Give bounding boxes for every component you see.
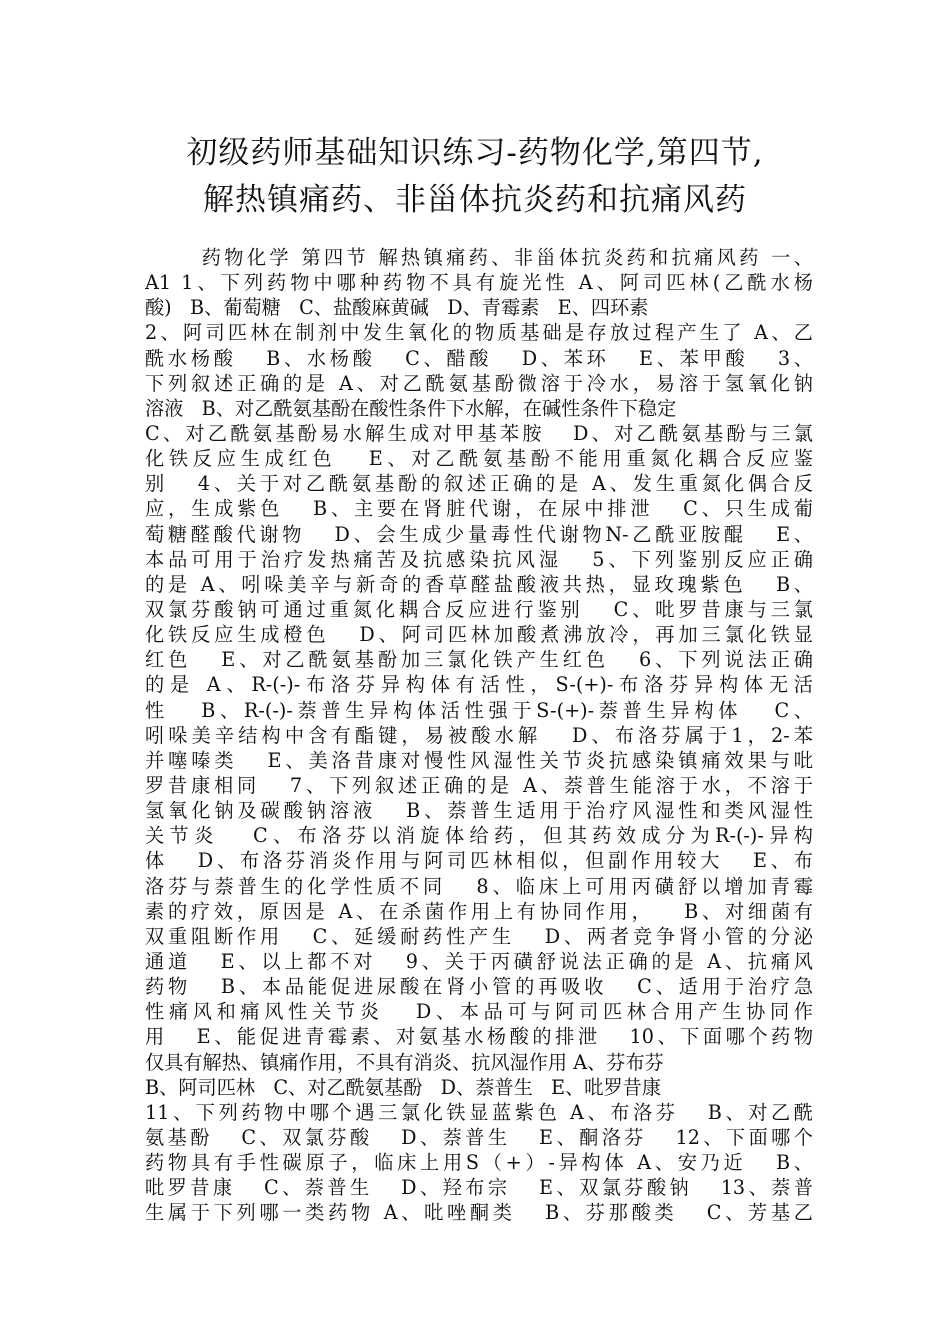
- body-line: 药物化学 第四节 解热镇痛药、非甾体抗炎药和抗痛风药 一、: [145, 246, 813, 269]
- body-line: 罗昔康相同 7、下列叙述正确的是 A、萘普生能溶于水，不溶于: [145, 773, 813, 797]
- body-line: 通道 E、以上都不对 9、关于丙磺舒说法正确的是 A、抗痛风: [145, 949, 813, 973]
- body-line: B、阿司匹林 C、对乙酰氨基酚 D、萘普生 E、吡罗昔康: [145, 1075, 662, 1099]
- body-line: 吲哚美辛结构中含有酯键，易被酸水解 D、布洛芬属于1，2-苯: [145, 723, 813, 747]
- body-line: C、对乙酰氨基酚易水解生成对甲基苯胺 D、对乙酰氨基酚与三氯: [145, 421, 813, 445]
- body-line: 生属于下列哪一类药物 A、吡唑酮类 B、芬那酸类 C、芳基乙: [145, 1201, 813, 1225]
- document-title: [120, 130, 830, 224]
- body-line: 素的疗效，原因是 A、在杀菌作用上有协同作用， B、对细菌有: [145, 899, 813, 923]
- body-line: 红色 E、对乙酰氨基酚加三氯化铁产生红色 6、下列说法正确: [145, 648, 813, 672]
- body-line: 本品可用于治疗发热痛苦及抗感染抗风湿 5、下列鉴别反应正确: [145, 547, 813, 571]
- body-line: 双氯芬酸钠可通过重氮化耦合反应进行鉴别 C、吡罗昔康与三氯: [145, 597, 813, 621]
- body-line: 性痛风和痛风性关节炎 D、本品可与阿司匹林合用产生协同作: [145, 1000, 813, 1024]
- body-line: 用 E、能促进青霉素、对氨基水杨酸的排泄 10、下面哪个药物: [145, 1025, 813, 1049]
- body-line: 药物 B、本品能促进尿酸在肾小管的再吸收 C、适用于治疗急: [145, 975, 813, 999]
- body-line: 氨基酚 C、双氯芬酸 D、萘普生 E、酮洛芬 12、下面哪个: [145, 1125, 813, 1149]
- body-line: 酸) B、葡萄糖 C、盐酸麻黄碱 D、青霉素 E、四环素: [145, 296, 649, 320]
- body-line: 化铁反应生成橙色 D、阿司匹林加酸煮沸放冷，再加三氯化铁显: [145, 623, 813, 647]
- title-line-2: 解热镇痛药、非甾体抗炎药和抗痛风药: [203, 182, 747, 218]
- body-line: 吡罗昔康 C、萘普生 D、羟布宗 E、双氯芬酸钠 13、萘普: [145, 1176, 813, 1200]
- document-body: [145, 245, 813, 1225]
- body-line: 的是 A、R-(-)-布洛芬异构体有活性，S-(+)-布洛芬异构体无活: [145, 673, 813, 697]
- body-line: 并噻嗪类 E、美洛昔康对慢性风湿性关节炎抗感染镇痛效果与吡: [145, 748, 813, 772]
- body-line: 别 4、关于对乙酰氨基酚的叙述正确的是 A、发生重氮化偶合反: [145, 472, 813, 496]
- body-line: 体 D、布洛芬消炎作用与阿司匹林相似，但副作用较大 E、布: [145, 849, 813, 873]
- body-line: 萄糖醛酸代谢物 D、会生成少量毒性代谢物N-乙酰亚胺醌 E、: [145, 522, 813, 546]
- body-line: 2、阿司匹林在制剂中发生氧化的物质基础是存放过程产生了 A、乙: [145, 321, 813, 345]
- body-line: 洛芬与萘普生的化学性质不同 8、临床上可用丙磺舒以增加青霉: [145, 874, 813, 898]
- body-line: 酰水杨酸 B、水杨酸 C、醋酸 D、苯环 E、苯甲酸 3、: [145, 346, 813, 370]
- body-line: 药物具有手性碳原子，临床上用S（+）-异构体 A、安乃近 B、: [145, 1151, 813, 1175]
- body-line: 11、下列药物中哪个遇三氯化铁显蓝紫色 A、布洛芬 B、对乙酰: [145, 1100, 813, 1124]
- body-line: 性 B、R-(-)-萘普生异构体活性强于S-(+)-萘普生异构体 C、: [145, 698, 813, 722]
- body-line: 溶液 B、对乙酰氨基酚在酸性条件下水解，在碱性条件下稳定: [145, 396, 677, 420]
- body-line: 化铁反应生成红色 E、对乙酰氨基酚不能用重氮化耦合反应鉴: [145, 447, 813, 471]
- title-line-1: 初级药师基础知识练习-药物化学,第四节,: [186, 135, 764, 171]
- body-line: 的是 A、吲哚美辛与新奇的香草醛盐酸液共热，显玫瑰紫色 B、: [145, 572, 813, 596]
- body-line: A1 1、下列药物中哪种药物不具有旋光性 A、阿司匹林(乙酰水杨: [145, 271, 813, 295]
- body-line: 双重阻断作用 C、延缓耐药性产生 D、两者竞争肾小管的分泌: [145, 924, 813, 948]
- body-line: 氢氧化钠及碳酸钠溶液 B、萘普生适用于治疗风湿性和类风湿性: [145, 799, 813, 823]
- body-line: 关节炎 C、布洛芬以消旋体给药，但其药效成分为R-(-)-异构: [145, 824, 813, 848]
- body-line: 仅具有解热、镇痛作用，不具有消炎、抗风湿作用 A、芬布芬: [145, 1050, 664, 1074]
- body-line: 下列叙述正确的是 A、对乙酰氨基酚微溶于冷水，易溶于氢氧化钠: [145, 371, 813, 395]
- body-line: 应，生成紫色 B、主要在肾脏代谢，在尿中排泄 C、只生成葡: [145, 497, 813, 521]
